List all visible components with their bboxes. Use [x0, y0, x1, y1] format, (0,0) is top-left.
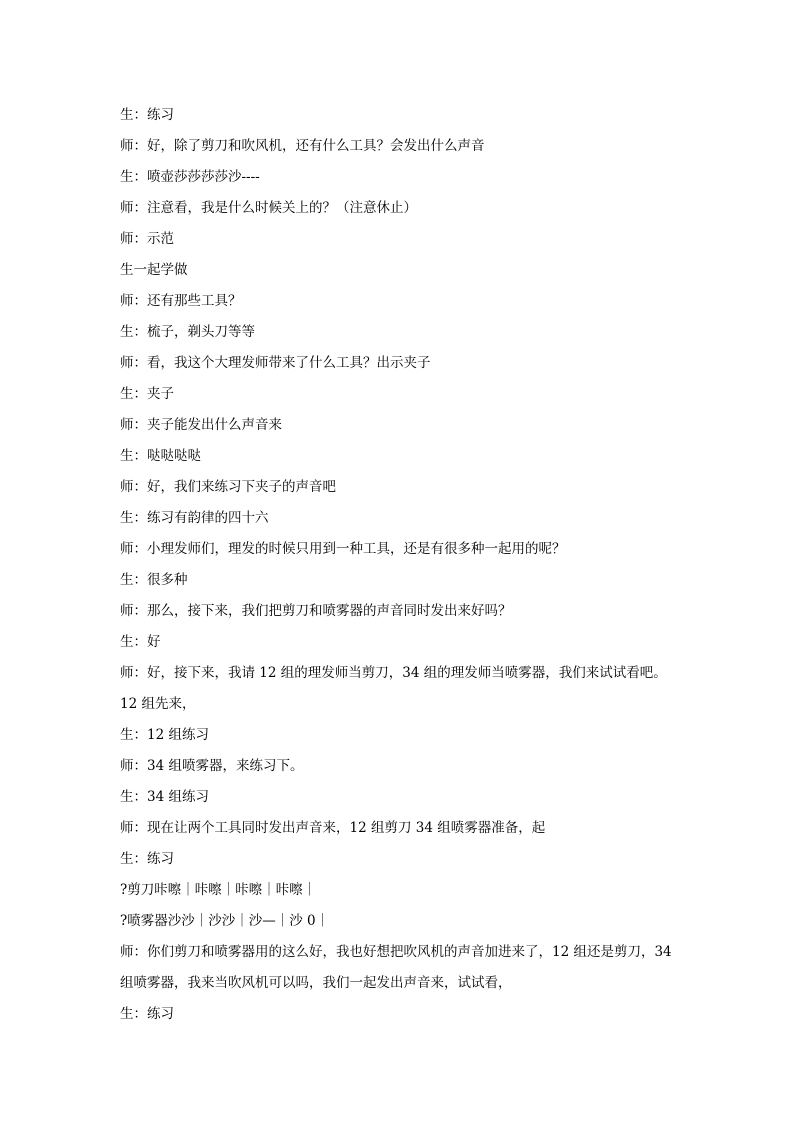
text-line: 生：练习 [120, 851, 174, 867]
text-line: 师：现在让两个工具同时发出声音来，12 组剪刀 34 组喷雾器准备，起 [120, 820, 546, 836]
text-line: ?剪刀咔嚓｜咔嚓｜咔嚓｜咔嚓｜ [120, 882, 317, 898]
text-line: 师：那么，接下来，我们把剪刀和喷雾器的声音同时发出来好吗？ [120, 603, 512, 619]
text-line: 师：注意看，我是什么时候关上的？（注意休止） [120, 200, 417, 216]
text-line: ?喷雾器沙沙｜沙沙｜沙—｜沙 0｜ [120, 913, 330, 929]
text-line: 生：12 组练习 [120, 727, 209, 743]
text-line: 师：看，我这个大理发师带来了什么工具？出示夹子 [120, 355, 431, 371]
text-line: 生一起学做 [120, 262, 188, 278]
text-line: 师：34 组喷雾器，来练习下。 [120, 758, 304, 774]
text-line: 生：练习 [120, 1006, 174, 1022]
text-line: 生：34 组练习 [120, 789, 209, 805]
text-line: 师：还有那些工具？ [120, 293, 242, 309]
text-line: 生：很多种 [120, 572, 188, 588]
text-line: 师：好，接下来，我请 12 组的理发师当剪刀，34 组的理发师当喷雾器，我们来试试看吧。 [120, 665, 667, 681]
text-line: 师：你们剪刀和喷雾器用的这么好，我也好想把吹风机的声音加进来了，12 组还是剪刀，34 [120, 944, 672, 960]
text-line: 生：练习有韵律的四十六 [120, 510, 269, 526]
text-line: 师：好，除了剪刀和吹风机，还有什么工具？会发出什么声音 [120, 138, 485, 154]
text-line: 生：哒哒哒哒 [120, 448, 201, 464]
text-line: 师：好，我们来练习下夹子的声音吧 [120, 479, 336, 495]
text-line: 生：好 [120, 634, 161, 650]
text-line: 生：喷壶莎莎莎莎沙---- [120, 169, 260, 185]
text-line: 生：夹子 [120, 386, 174, 402]
text-line: 师：小理发师们，理发的时候只用到一种工具，还是有很多种一起用的呢？ [120, 541, 566, 557]
text-line: 师：夹子能发出什么声音来 [120, 417, 282, 433]
text-line: 师：示范 [120, 231, 174, 247]
document-body [120, 100, 680, 1030]
text-line: 组喷雾器，我来当吹风机可以吗，我们一起发出声音来，试试看， [120, 975, 512, 991]
text-line: 生：练习 [120, 107, 174, 123]
text-line: 12 组先来， [120, 696, 196, 712]
text-line: 生：梳子，剃头刀等等 [120, 324, 255, 340]
